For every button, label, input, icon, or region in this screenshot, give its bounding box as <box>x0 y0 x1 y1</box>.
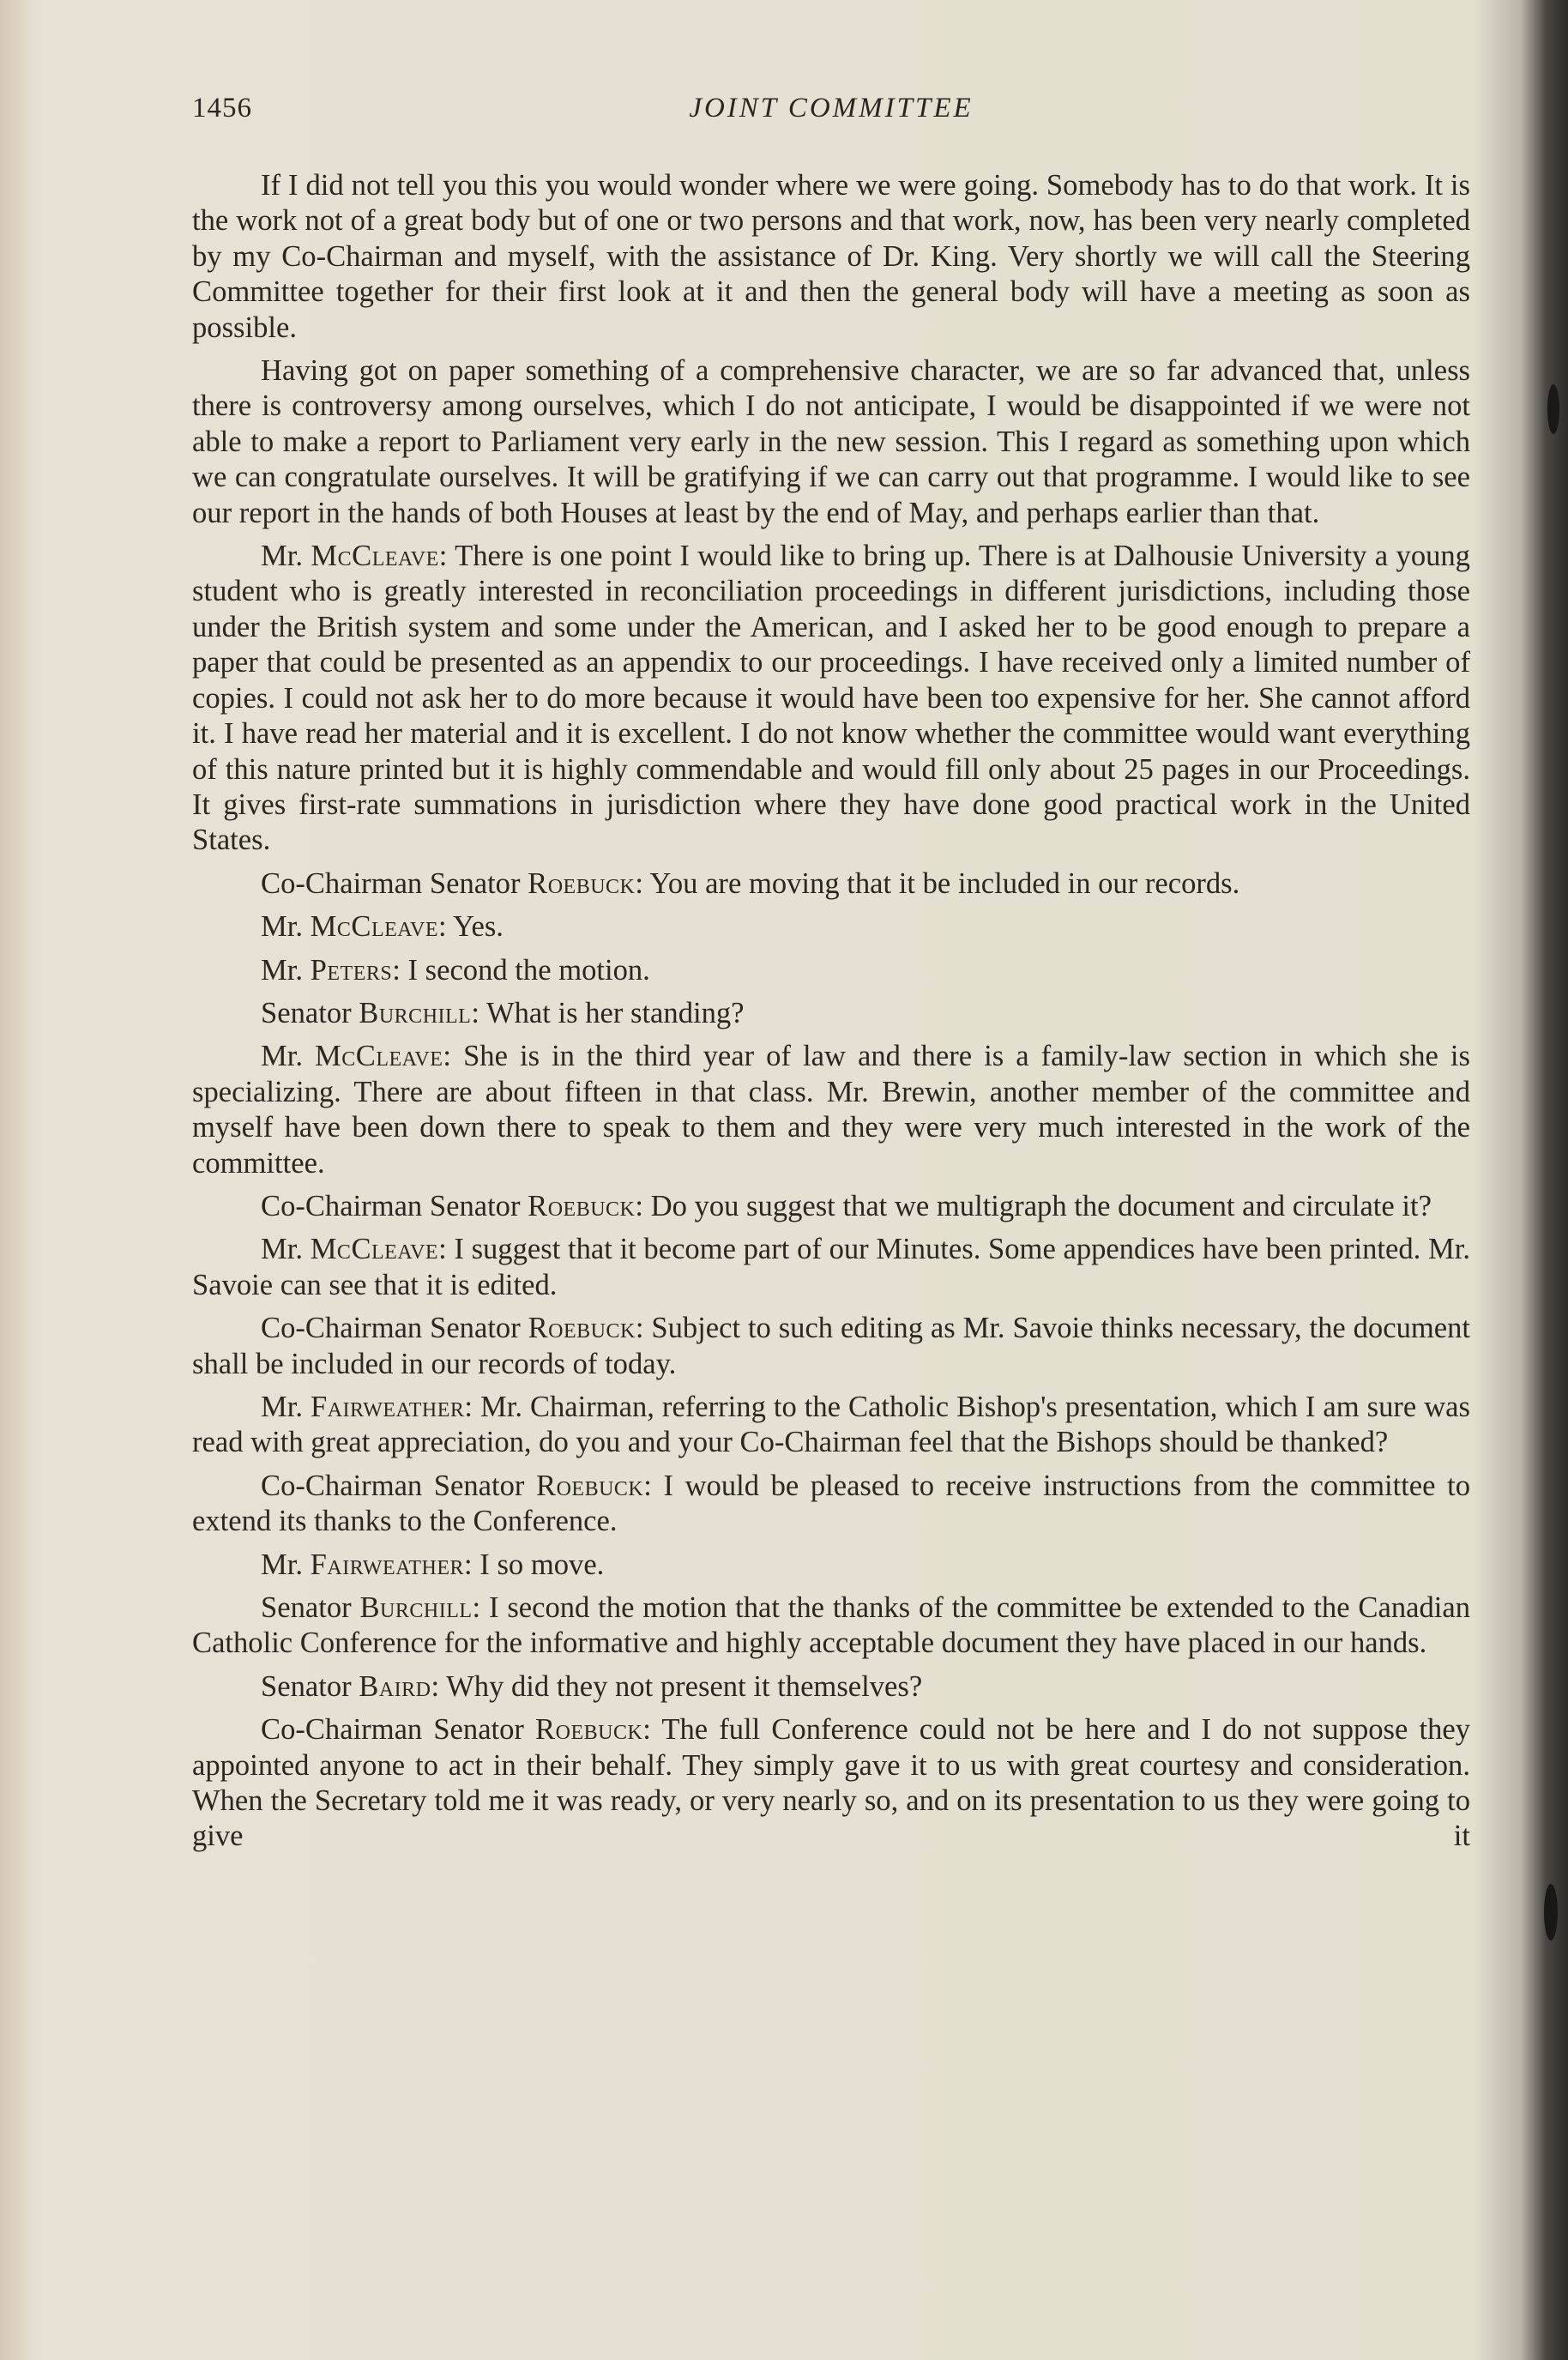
speaker-name: Roebuck <box>528 866 636 900</box>
speaker-name: Roebuck <box>535 1713 643 1747</box>
speech-paragraph: Mr. Peters: I second the motion. <box>261 953 650 987</box>
speaker-name: Burchill <box>359 1591 473 1625</box>
page-header <box>192 93 1470 136</box>
speech-paragraph: Co-Chairman Senator Roebuck: Subject to such editing as Mr. Savoie thinks necessary, the document shall be included in our records of today. <box>192 1312 1470 1380</box>
speaker-name: Roebuck <box>528 1189 636 1222</box>
speech-paragraph: Co-Chairman Senator Roebuck: I would be pleased to receive instructions from the committee to extend its thanks to the Conference. <box>192 1469 1470 1538</box>
speaker-name: McCleave <box>310 910 439 944</box>
speaker-name: Roebuck <box>536 1469 644 1502</box>
speaker-name: Baird <box>359 1669 431 1703</box>
speaker-name: Roebuck <box>528 1312 636 1345</box>
speech-paragraph: Senator Baird: Why did they not present it themselves? <box>261 1669 923 1703</box>
speech-paragraph: Mr. McCleave: I suggest that it become part of our Minutes. Some appendices have been printed. Mr. Savoie can see that it is edited. <box>192 1233 1470 1301</box>
speech-paragraph: Co-Chairman Senator Roebuck: You are moving that it be included in our records. <box>261 866 1240 900</box>
binding-mark-top <box>1547 384 1559 434</box>
speech-paragraph: Senator Burchill: What is her standing? <box>261 996 745 1029</box>
paragraph: If I did not tell you this you would wonder where we were going. Somebody has to do that work. It is the work not of a great body but of one or two persons and that work, now, has been very nearly completed by my Co-Chairman and myself, with the assistance of Dr. King. Very shortly we will call the Steering Committee together for their first look at it and then the general body will have a meeting as soon as possible. <box>192 169 1470 344</box>
speaker-name: Burchill <box>359 996 472 1029</box>
speaker-name: McCleave <box>311 540 439 573</box>
page-number: 1456 <box>192 93 252 124</box>
speech-paragraph: Mr. McCleave: There is one point I would like to bring up. There is at Dalhousie University a young student who is greatly interested in reconciliation proceedings in different jurisdictions, including those under the British system and some under the American, and I asked her to be good enough to prepare a paper that could be presented as an appendix to our proceedings. I have received only a limited number of copies. I could not ask her to do more because it would have been too expensive for her. She cannot afford it. I have read her material and it is excellent. I do not know whether the committee would want everything of this nature printed but it is highly commendable and would fill only about 25 pages in our Proceedings. It gives first-rate summations in jurisdiction where they have done good practical work in the United States. <box>192 540 1470 857</box>
paragraph: Having got on paper something of a comprehensive character, we are so far advanced that, unless there is controversy among ourselves, which I do not anticipate, I would be disappointed if we were not able to make a report to Parliament very early in the new session. This I regard as something upon which we can congratulate ourselves. It will be gratifying if we can carry out that programme. I would like to see our report in the hands of both Houses at least by the end of May, and perhaps earlier than that. <box>192 354 1470 529</box>
speech-paragraph: Mr. McCleave: She is in the third year of law and there is a family-law section in which she is specializing. There are about fifteen in that class. Mr. Brewin, another member of the committee and myself have been down there to speak to them and they were very much interested in the work of the committee. <box>192 1040 1470 1180</box>
speech-paragraph: Co-Chairman Senator Roebuck: The full Conference could not be here and I do not suppose they appointed anyone to act in their behalf. They simply gave it to us with great courtesy and consideration. When the Secretary told me it was ready, or very nearly so, and on its presentation to us they were going to give it <box>192 1713 1470 1853</box>
speech-paragraph: Mr. Fairweather: Mr. Chairman, referring to the Catholic Bishop's presentation, which I am sure was read with great appreciation, do you and your Co-Chairman feel that the Bishops should be thanked? <box>192 1391 1470 1459</box>
speech-paragraph: Mr. Fairweather: I so move. <box>261 1548 605 1581</box>
speaker-name: Fairweather <box>310 1391 465 1423</box>
speech-paragraph: Mr. McCleave: Yes. <box>261 910 504 944</box>
speech-paragraph: Co-Chairman Senator Roebuck: Do you suggest that we multigraph the document and circulate it? <box>261 1189 1432 1222</box>
speaker-name: McCleave <box>310 1233 439 1266</box>
speech-paragraph: Senator Burchill: I second the motion that the thanks of the committee be extended to the Canadian Catholic Conference for the informative and highly acceptable document they have placed in our hands. <box>192 1591 1470 1660</box>
speaker-name: Peters <box>310 953 393 987</box>
speaker-name: McCleave <box>315 1040 443 1073</box>
body-text <box>192 168 1470 1855</box>
speaker-name: Fairweather <box>310 1548 465 1581</box>
running-head: JOINT COMMITTEE <box>689 93 974 124</box>
binding-mark-bottom <box>1544 1884 1558 1941</box>
